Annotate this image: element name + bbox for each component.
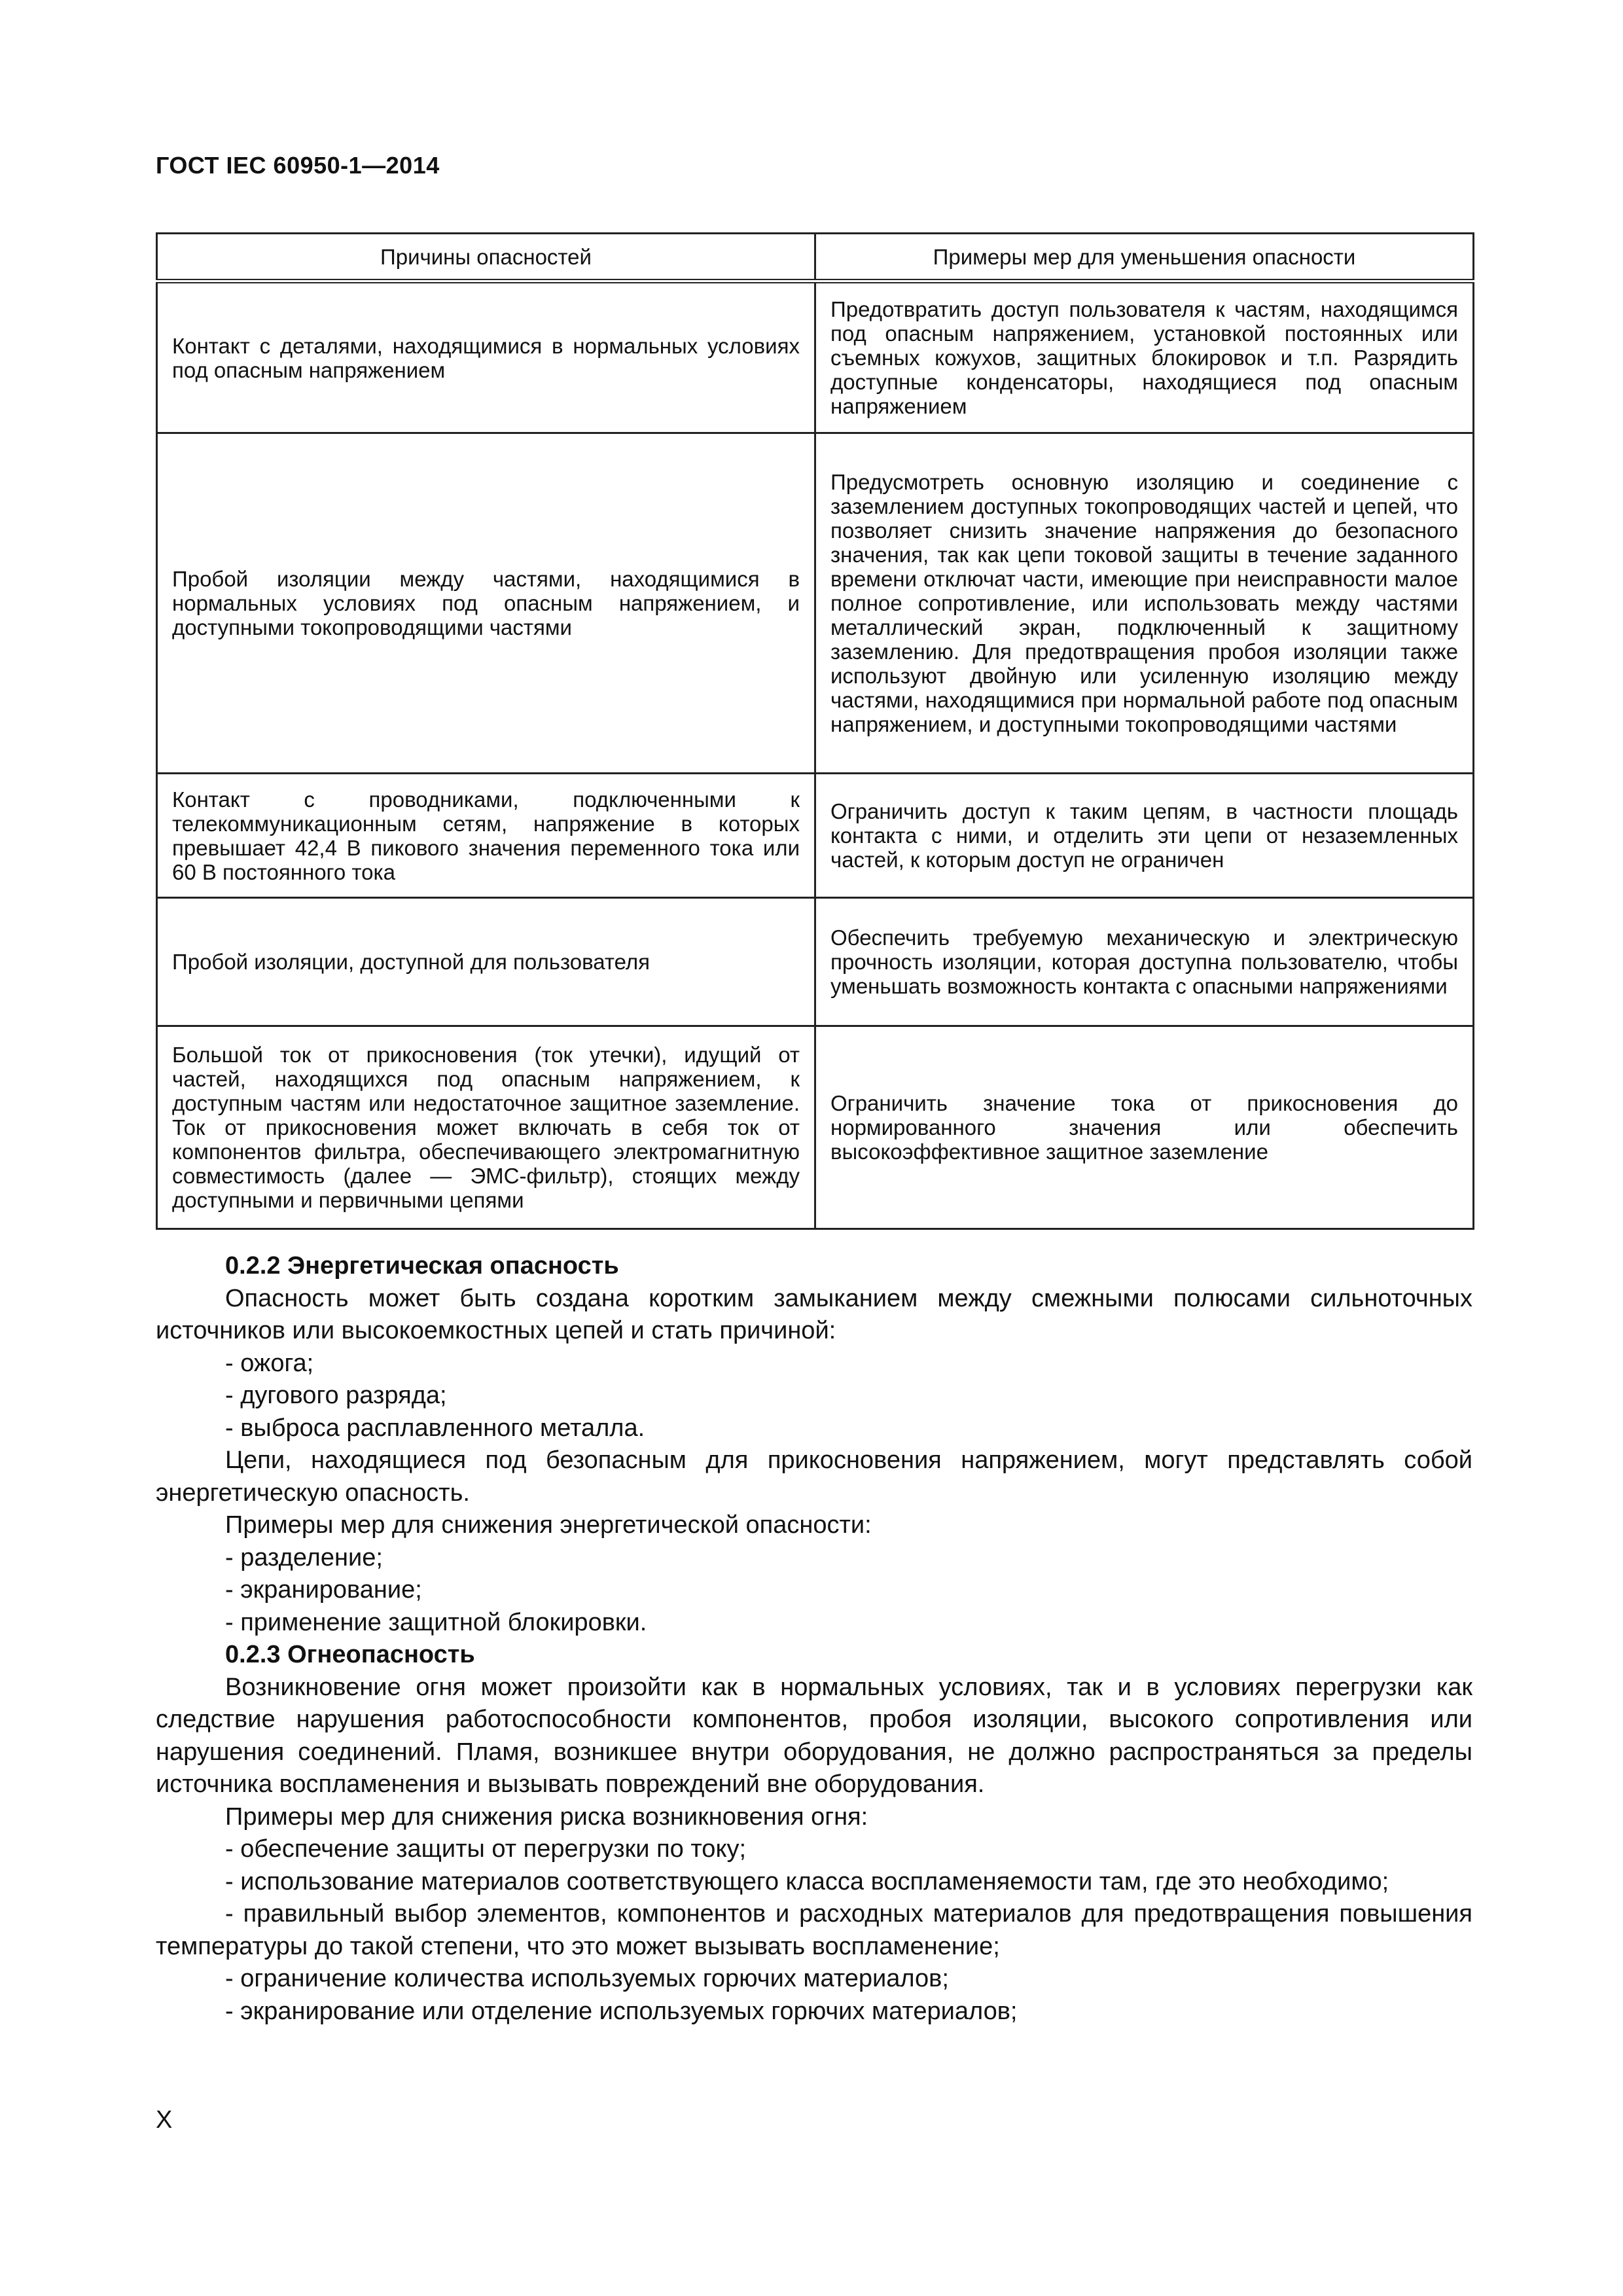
list-item: - применение защитной блокировки. bbox=[225, 1608, 647, 1636]
paragraph: Примеры мер для снижения риска возникновения огня: bbox=[225, 1803, 868, 1831]
paragraph: Примеры мер для снижения энергетической опасности: bbox=[225, 1511, 872, 1539]
list-item: - ограничение количества используемых горючих материалов; bbox=[225, 1965, 949, 1992]
measure-cell: Предотвратить доступ пользователя к частям, находящимся под опасным напряжением, установкой постоянных или съемных кожухов, защитных блокировок и т.п. Разрядить доступные конденсаторы, находящиеся под опасным напряжением bbox=[815, 281, 1474, 433]
list-item: - выброса расплавленного металла. bbox=[225, 1414, 645, 1442]
cause-cell: Контакт с деталями, находящимися в нормальных условиях под опасным напряжением bbox=[157, 281, 815, 433]
table-row bbox=[157, 1026, 1474, 1229]
paragraph: Опасность может быть создана коротким замыканием между смежными полюсами сильноточных источников или высокоемкостных цепей и стать причиной: bbox=[156, 1284, 1472, 1344]
table-header-row bbox=[157, 234, 1474, 281]
measure-cell: Предусмотреть основную изоляцию и соединение с заземлением доступных токопроводящих частей и цепей, что позволяет снизить значение напряжения до безопасного значения, так как цепи токовой защиты в течение заданного времени отключат части, имеющие при неисправности малое полное сопротивление, или использовать между частями металлический экран, подключенный к защитному заземлению. Для предотвращения пробоя изоляции также используют двойную или усиленную изоляцию между частями, находящимися при нормальной работе под опасным напряжением, и доступными токопроводящими частями bbox=[815, 433, 1474, 774]
measure-cell: Ограничить значение тока от прикосновения до нормированного значения или обеспечить высокоэффективное защитное заземление bbox=[815, 1026, 1474, 1229]
section-heading: 0.2.3 Огнеопасность bbox=[225, 1641, 475, 1668]
list-item: - разделение; bbox=[225, 1543, 383, 1571]
table-row bbox=[157, 774, 1474, 898]
column-header-measures: Примеры мер для уменьшения опасности bbox=[815, 234, 1474, 281]
list-item: - экранирование или отделение используемых горючих материалов; bbox=[225, 1997, 1018, 2025]
list-item: - использование материалов соответствующего класса воспламеняемости там, где это необходимо; bbox=[225, 1867, 1389, 1895]
column-header-causes: Причины опасностей bbox=[157, 234, 815, 281]
list-item: - правильный выбор элементов, компонентов и расходных материалов для предотвращения повышения температуры до такой степени, что это может вызывать воспламенение; bbox=[156, 1900, 1472, 1960]
standard-title: ГОСТ IEC 60950-1—2014 bbox=[156, 152, 440, 179]
paragraph: Цепи, находящиеся под безопасным для прикосновения напряжением, могут представлять собой энергетическую опасность. bbox=[156, 1446, 1472, 1507]
cause-cell: Большой ток от прикосновения (ток утечки), идущий от частей, находящихся под опасным напряжением, к доступным частям или недостаточное защитное заземление. Ток от прикосновения может включать в себя ток от компонентов фильтра, обеспечивающего электромагнитную совместимость (далее — ЭМС-фильтр), стоящих между доступными и первичными цепями bbox=[157, 1026, 815, 1229]
cause-cell: Пробой изоляции между частями, находящимися в нормальных условиях под опасным напряжением, и доступными токопроводящими частями bbox=[157, 433, 815, 774]
table-row bbox=[157, 433, 1474, 774]
table-row bbox=[157, 281, 1474, 433]
measure-cell: Ограничить доступ к таким цепям, в частности площадь контакта с ними, и отделить эти цепи от незаземленных частей, к которым доступ не ограничен bbox=[815, 774, 1474, 898]
list-item: - обеспечение защиты от перегрузки по току; bbox=[225, 1835, 747, 1863]
cause-cell: Пробой изоляции, доступной для пользователя bbox=[157, 898, 815, 1026]
paragraph: Возникновение огня может произойти как в нормальных условиях, так и в условиях перегрузки как следствие нарушения работоспособности компонентов, пробоя изоляции, высокого сопротивления или нарушения соединений. Пламя, возникшее внутри оборудования, не должно распространяться за пределы источника воспламенения и вызывать повреждений вне оборудования. bbox=[156, 1673, 1472, 1798]
list-item: - дугового разряда; bbox=[225, 1382, 447, 1409]
hazards-table bbox=[156, 232, 1474, 1230]
cause-cell: Контакт с проводниками, подключенными к телекоммуникационным сетям, напряжение в которых превышает 42,4 В пикового значения переменного тока или 60 В постоянного тока bbox=[157, 774, 815, 898]
table-row bbox=[157, 898, 1474, 1026]
section-heading: 0.2.2 Энергетическая опасность bbox=[225, 1252, 619, 1280]
page-number: X bbox=[156, 2106, 173, 2134]
list-item: - экранирование; bbox=[225, 1576, 422, 1604]
list-item: - ожога; bbox=[225, 1349, 314, 1377]
measure-cell: Обеспечить требуемую механическую и электрическую прочность изоляции, которая доступна пользователю, чтобы уменьшать возможность контакта с опасными напряжениями bbox=[815, 898, 1474, 1026]
body-text bbox=[156, 1250, 1472, 2028]
